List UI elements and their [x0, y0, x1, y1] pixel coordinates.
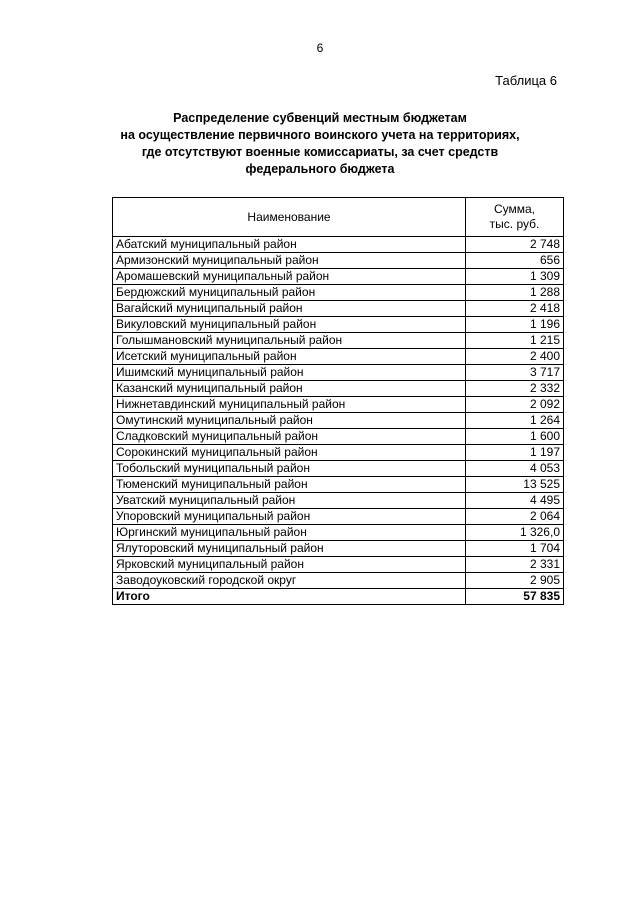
table-header-row [113, 198, 564, 237]
table-row [113, 317, 564, 333]
table-row [113, 237, 564, 253]
row-sum: 2 905 [466, 573, 564, 589]
row-sum: 4 495 [466, 493, 564, 509]
row-name: Сладковский муниципальный район [113, 429, 466, 445]
row-name: Исетский муниципальный район [113, 349, 466, 365]
table-row [113, 429, 564, 445]
row-name: Викуловский муниципальный район [113, 317, 466, 333]
table-row [113, 301, 564, 317]
row-name: Армизонский муниципальный район [113, 253, 466, 269]
row-name: Аромашевский муниципальный район [113, 269, 466, 285]
row-sum: 2 748 [466, 237, 564, 253]
table-label: Таблица 6 [495, 73, 557, 88]
header-sum-line: тыс. руб. [489, 217, 540, 231]
table-row [113, 557, 564, 573]
header-name: Наименование [113, 198, 466, 237]
row-sum: 2 064 [466, 509, 564, 525]
row-name: Тобольский муниципальный район [113, 461, 466, 477]
row-sum: 1 704 [466, 541, 564, 557]
row-sum: 1 196 [466, 317, 564, 333]
table-row [113, 525, 564, 541]
subvention-table [112, 197, 564, 605]
table-row [113, 253, 564, 269]
row-sum: 3 717 [466, 365, 564, 381]
row-name: Сорокинский муниципальный район [113, 445, 466, 461]
row-sum: 2 418 [466, 301, 564, 317]
total-row [113, 589, 564, 605]
title-line: федерального бюджета [245, 162, 395, 176]
row-sum: 1 264 [466, 413, 564, 429]
row-sum: 1 288 [466, 285, 564, 301]
row-name: Заводоуковский городской округ [113, 573, 466, 589]
total-sum: 57 835 [466, 589, 564, 605]
table-row [113, 573, 564, 589]
row-name: Омутинский муниципальный район [113, 413, 466, 429]
row-sum: 1 215 [466, 333, 564, 349]
row-sum: 13 525 [466, 477, 564, 493]
row-sum: 1 326,0 [466, 525, 564, 541]
table-row [113, 333, 564, 349]
row-sum: 4 053 [466, 461, 564, 477]
table-row [113, 365, 564, 381]
row-sum: 2 400 [466, 349, 564, 365]
row-name: Нижнетавдинский муниципальный район [113, 397, 466, 413]
row-name: Тюменский муниципальный район [113, 477, 466, 493]
row-name: Голышмановский муниципальный район [113, 333, 466, 349]
row-sum: 656 [466, 253, 564, 269]
table-row [113, 461, 564, 477]
table-row [113, 381, 564, 397]
row-name: Абатский муниципальный район [113, 237, 466, 253]
table-body [113, 237, 564, 589]
page-number: 6 [316, 41, 324, 55]
row-sum: 1 197 [466, 445, 564, 461]
row-name: Ялуторовский муниципальный район [113, 541, 466, 557]
document-title [100, 110, 540, 178]
table-row [113, 397, 564, 413]
title-line: Распределение субвенций местным бюджетам [173, 111, 467, 125]
row-sum: 2 332 [466, 381, 564, 397]
row-name: Упоровский муниципальный район [113, 509, 466, 525]
title-line: где отсутствуют военные комиссариаты, за счет средств [141, 145, 499, 159]
row-sum: 1 309 [466, 269, 564, 285]
row-sum: 2 331 [466, 557, 564, 573]
header-sum-line: Сумма, [493, 202, 536, 216]
title-line: на осуществление первичного воинского учета на территориях, [120, 128, 520, 142]
row-name: Уватский муниципальный район [113, 493, 466, 509]
table-row [113, 285, 564, 301]
row-name: Бердюжский муниципальный район [113, 285, 466, 301]
total-label: Итого [113, 589, 466, 605]
table-row [113, 349, 564, 365]
table-row [113, 493, 564, 509]
row-sum: 2 092 [466, 397, 564, 413]
table-row [113, 509, 564, 525]
row-name: Вагайский муниципальный район [113, 301, 466, 317]
row-name: Ярковский муниципальный район [113, 557, 466, 573]
row-name: Юргинский муниципальный район [113, 525, 466, 541]
row-name: Ишимский муниципальный район [113, 365, 466, 381]
table-row [113, 477, 564, 493]
table-row [113, 413, 564, 429]
table-row [113, 445, 564, 461]
header-sum [466, 198, 564, 237]
row-sum: 1 600 [466, 429, 564, 445]
table-row [113, 541, 564, 557]
row-name: Казанский муниципальный район [113, 381, 466, 397]
table-row [113, 269, 564, 285]
